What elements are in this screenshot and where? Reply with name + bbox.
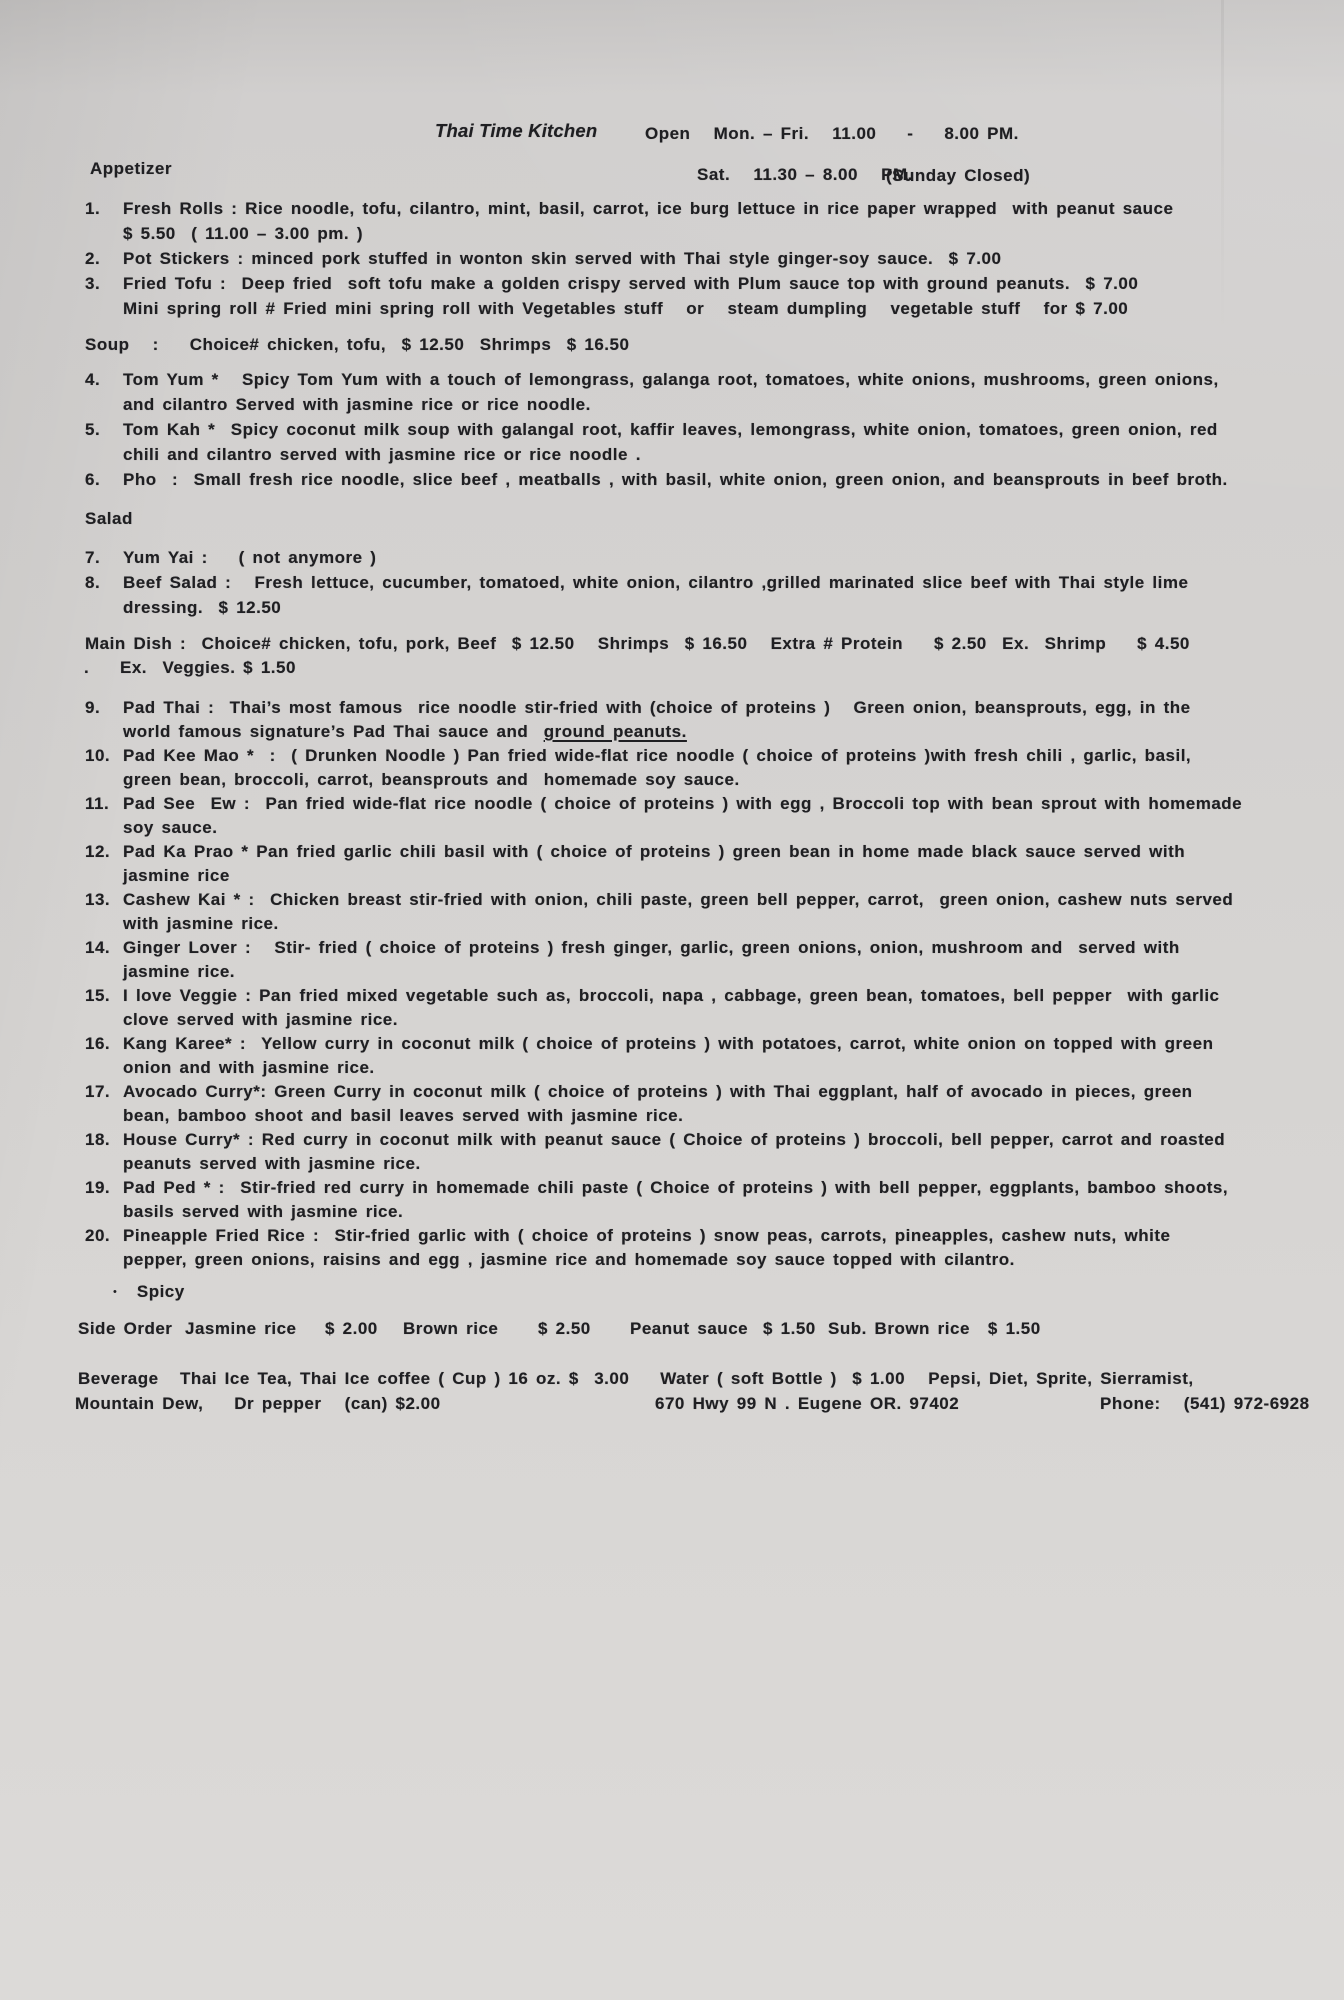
menu-item-3 bbox=[85, 271, 1344, 321]
item-line: Avocado Curry*: Green Curry in coconut milk ( choice of proteins ) with Thai eggplant, half of avocado in pieces, green bbox=[123, 1082, 1193, 1101]
item-text bbox=[123, 1224, 1342, 1272]
menu-item-11 bbox=[85, 792, 1344, 840]
item-line: clove served with jasmine rice. bbox=[123, 1010, 398, 1029]
item-number: 9. bbox=[85, 698, 101, 717]
underlined-text: ground peanuts. bbox=[543, 722, 687, 741]
main-dish-section bbox=[0, 696, 1344, 1272]
item-number: 6. bbox=[85, 470, 101, 489]
item-number: 4. bbox=[85, 370, 101, 389]
item-number: 12. bbox=[85, 842, 111, 861]
item-number: 13. bbox=[85, 890, 111, 909]
item-number: 5. bbox=[85, 420, 101, 439]
section-heading-appetizer: Appetizer bbox=[90, 159, 172, 178]
item-text bbox=[123, 696, 1342, 744]
item-text bbox=[123, 840, 1342, 888]
menu-item-20 bbox=[85, 1224, 1344, 1272]
item-line: Fried Tofu : Deep fried soft tofu make a golden crispy served with Plum sauce top with ground peanuts. $ 7.00 bbox=[123, 274, 1139, 293]
item-number: 18. bbox=[85, 1130, 111, 1149]
item-text bbox=[123, 744, 1342, 792]
extra-veggies-price: Ex. Veggies. $ 1.50 bbox=[120, 658, 296, 677]
beverage-row bbox=[78, 1366, 1344, 1391]
item-line: Pot Stickers : minced pork stuffed in wonton skin served with Thai style ginger-soy sauce. $ 7.00 bbox=[123, 249, 1002, 268]
item-text bbox=[123, 1080, 1342, 1128]
item-number: 15. bbox=[85, 986, 111, 1005]
item-line bbox=[123, 720, 1326, 744]
item-line: jasmine rice bbox=[123, 866, 230, 885]
soup-section bbox=[0, 367, 1344, 492]
item-line: Pad See Ew : Pan fried wide-flat rice noodle ( choice of proteins ) with egg , Broccoli top with bean sprout with homemade bbox=[123, 794, 1243, 813]
item-line: with jasmine rice. bbox=[123, 914, 279, 933]
bullet-icon: • bbox=[113, 1286, 117, 1298]
item-line: chili and cilantro served with jasmine rice or rice noodle . bbox=[123, 445, 641, 464]
menu-item-1 bbox=[85, 196, 1344, 246]
item-line: Pad Ka Prao * Pan fried garlic chili basil with ( choice of proteins ) green bean in home made black sauce served with bbox=[123, 842, 1186, 861]
section-heading-side-order: Side Order bbox=[78, 1319, 173, 1338]
item-text bbox=[123, 936, 1342, 984]
item-number: 11. bbox=[85, 794, 110, 813]
item-line: I love Veggie : Pan fried mixed vegetable such as, broccoli, napa , cabbage, green bean, tomatoes, bell pepper with garlic bbox=[123, 986, 1220, 1005]
item-number: 3. bbox=[85, 274, 101, 293]
spicy-label: Spicy bbox=[136, 1282, 185, 1301]
item-text bbox=[123, 1176, 1342, 1224]
item-text bbox=[123, 545, 1342, 570]
item-line: Pho : Small fresh rice noodle, slice beef , meatballs , with basil, white onion, green onion, and beansprouts in beef broth. bbox=[123, 470, 1228, 489]
section-heading-beverage: Beverage bbox=[78, 1369, 159, 1388]
item-line: onion and with jasmine rice. bbox=[123, 1058, 375, 1077]
item-text bbox=[123, 1032, 1342, 1080]
item-text bbox=[123, 570, 1342, 620]
beverage-row-2 bbox=[75, 1391, 1344, 1416]
menu-item-17 bbox=[85, 1080, 1344, 1128]
beverage-list: Thai Ice Tea, Thai Ice coffee ( Cup ) 16 oz. $ 3.00 Water ( soft Bottle ) $ 1.00 Pepsi, Diet, Sprite, Sierramist, bbox=[180, 1369, 1194, 1388]
menu-item-13 bbox=[85, 888, 1344, 936]
menu-item-16 bbox=[85, 1032, 1344, 1080]
item-line: Pad Thai : Thai’s most famous rice noodle stir-fried with (choice of proteins ) Green onion, beansprouts, egg, in the bbox=[123, 698, 1191, 717]
item-number: 8. bbox=[85, 573, 101, 592]
item-number: 1. bbox=[85, 199, 101, 218]
item-text bbox=[123, 1128, 1342, 1176]
phone-label: Phone: bbox=[1100, 1394, 1184, 1413]
section-heading-main-dish: Main Dish : Choice# chicken, tofu, pork, Beef $ 12.50 Shrimps $ 16.50 Extra # Protein $ 2.50 Ex. Shrimp $ 4.50 bbox=[85, 634, 1190, 653]
item-line: Beef Salad : Fresh lettuce, cucumber, tomatoed, white onion, cilantro ,grilled marinated slice beef with Thai style lime bbox=[123, 573, 1189, 592]
item-text bbox=[123, 417, 1342, 467]
menu-item-14 bbox=[85, 936, 1344, 984]
side-order-name: Peanut sauce bbox=[630, 1319, 749, 1338]
item-number: 19. bbox=[85, 1178, 111, 1197]
item-number: 16. bbox=[85, 1034, 111, 1053]
item-line: House Curry* : Red curry in coconut milk with peanut sauce ( Choice of proteins ) broccoli, bell pepper, carrot and roasted bbox=[123, 1130, 1226, 1149]
item-line: Pad Kee Mao * : ( Drunken Noodle ) Pan fried wide-flat rice noodle ( choice of proteins )with fresh chili , garlic, basil, bbox=[123, 746, 1192, 765]
menu-item-19 bbox=[85, 1176, 1344, 1224]
side-order-name: Jasmine rice bbox=[185, 1319, 297, 1338]
side-order-price: $ 2.50 bbox=[538, 1319, 591, 1338]
item-number: 2. bbox=[85, 249, 101, 268]
item-text bbox=[123, 984, 1342, 1032]
item-line: and cilantro Served with jasmine rice or rice noodle. bbox=[123, 395, 591, 414]
item-line: Kang Karee* : Yellow curry in coconut milk ( choice of proteins ) with potatoes, carrot, white onion on topped with green bbox=[123, 1034, 1214, 1053]
item-line: jasmine rice. bbox=[123, 962, 236, 981]
menu-item-12 bbox=[85, 840, 1344, 888]
item-line: dressing. $ 12.50 bbox=[123, 598, 282, 617]
item-line: Tom Kah * Spicy coconut milk soup with galangal root, kaffir leaves, lemongrass, white onion, tomatoes, green onion, red bbox=[123, 420, 1218, 439]
menu-item-7 bbox=[85, 545, 1344, 570]
menu-item-6 bbox=[85, 467, 1344, 492]
side-order-price: $ 2.00 bbox=[325, 1319, 378, 1338]
restaurant-name: Thai Time Kitchen bbox=[435, 120, 598, 141]
sunday-closed-note: (Sunday Closed) bbox=[886, 166, 1031, 185]
item-number: 7. bbox=[85, 548, 101, 567]
menu-item-18 bbox=[85, 1128, 1344, 1176]
item-text bbox=[123, 367, 1342, 417]
item-text bbox=[123, 196, 1342, 246]
item-text bbox=[123, 271, 1342, 321]
item-line: Fresh Rolls : Rice noodle, tofu, cilantro, mint, basil, carrot, ice burg lettuce in rice paper wrapped with peanut sauce bbox=[123, 199, 1174, 218]
menu-item-4 bbox=[85, 367, 1344, 417]
menu-item-15 bbox=[85, 984, 1344, 1032]
beverage-list-continued: Mountain Dew, Dr pepper (can) $2.00 bbox=[75, 1394, 441, 1413]
item-text bbox=[123, 792, 1342, 840]
heading-bullet: . bbox=[84, 658, 90, 677]
hours-weekday: Open Mon. – Fri. 11.00 - 8.00 PM. bbox=[645, 124, 1019, 143]
side-order-name: Brown rice bbox=[403, 1319, 499, 1338]
item-line: Tom Yum * Spicy Tom Yum with a touch of lemongrass, galanga root, tomatoes, white onions, mushrooms, green onions, bbox=[123, 370, 1219, 389]
item-line: peanuts served with jasmine rice. bbox=[123, 1154, 421, 1173]
phone-number: (541) 972-6928 bbox=[1183, 1394, 1310, 1413]
menu-item-2 bbox=[85, 246, 1344, 271]
item-line: Pad Ped * : Stir-fried red curry in homemade chili paste ( Choice of proteins ) with bell pepper, eggplants, bamboo shoots, bbox=[123, 1178, 1229, 1197]
item-number: 17. bbox=[85, 1082, 111, 1101]
item-line: Cashew Kai * : Chicken breast stir-fried with onion, chili paste, green bell pepper, carrot, green onion, cashew nuts served bbox=[123, 890, 1234, 909]
item-line: Yum Yai : ( not anymore ) bbox=[123, 548, 377, 567]
side-order-row bbox=[78, 1317, 1344, 1341]
item-line: Ginger Lover : Stir- fried ( choice of proteins ) fresh ginger, garlic, green onions, onion, mushroom and served with bbox=[123, 938, 1180, 957]
menu-content bbox=[0, 196, 1344, 1416]
menu-header bbox=[0, 0, 1344, 196]
item-line: bean, bamboo shoot and basil leaves served with jasmine rice. bbox=[123, 1106, 684, 1125]
menu-item-10 bbox=[85, 744, 1344, 792]
item-text bbox=[123, 467, 1342, 492]
item-line-prefix: world famous signature’s Pad Thai sauce and bbox=[123, 722, 544, 741]
item-line: Mini spring roll # Fried mini spring roll with Vegetables stuff or steam dumpling vegetable stuff for $ 7.00 bbox=[123, 299, 1129, 318]
side-order-name: Sub. Brown rice bbox=[828, 1319, 970, 1338]
main-dish-heading-line2 bbox=[84, 656, 1344, 680]
section-heading-soup: Soup : Choice# chicken, tofu, $ 12.50 Shrimps $ 16.50 bbox=[85, 335, 630, 354]
menu-item-5 bbox=[85, 417, 1344, 467]
item-number: 14. bbox=[85, 938, 111, 957]
side-order-price: $ 1.50 bbox=[763, 1319, 816, 1338]
hours-saturday: Sat. 11.30 – 8.00 PM. bbox=[697, 165, 913, 184]
restaurant-address: 670 Hwy 99 N . Eugene OR. 97402 bbox=[655, 1394, 960, 1413]
menu-item-8 bbox=[85, 570, 1344, 620]
salad-section bbox=[0, 545, 1344, 620]
item-line: basils served with jasmine rice. bbox=[123, 1202, 404, 1221]
item-number: 10. bbox=[85, 746, 111, 765]
item-line: Pineapple Fried Rice : Stir-fried garlic with ( choice of proteins ) snow peas, carrots, pineapples, cashew nuts, white bbox=[123, 1226, 1171, 1245]
phone-row bbox=[1100, 1391, 1310, 1416]
menu-item-9 bbox=[85, 696, 1344, 744]
section-heading-salad: Salad bbox=[85, 509, 133, 528]
spicy-note bbox=[113, 1280, 1344, 1304]
item-line: $ 5.50 ( 11.00 – 3.00 pm. ) bbox=[123, 224, 364, 243]
item-text bbox=[123, 246, 1342, 271]
item-number: 20. bbox=[85, 1226, 111, 1245]
item-line: green bean, broccoli, carrot, beansprouts and homemade soy sauce. bbox=[123, 770, 740, 789]
item-line: soy sauce. bbox=[123, 818, 218, 837]
appetizer-section bbox=[0, 196, 1344, 321]
item-line: pepper, green onions, raisins and egg , jasmine rice and homemade soy sauce topped with cilantro. bbox=[123, 1250, 1015, 1269]
side-order-price: $ 1.50 bbox=[987, 1319, 1041, 1338]
item-text bbox=[123, 888, 1342, 936]
